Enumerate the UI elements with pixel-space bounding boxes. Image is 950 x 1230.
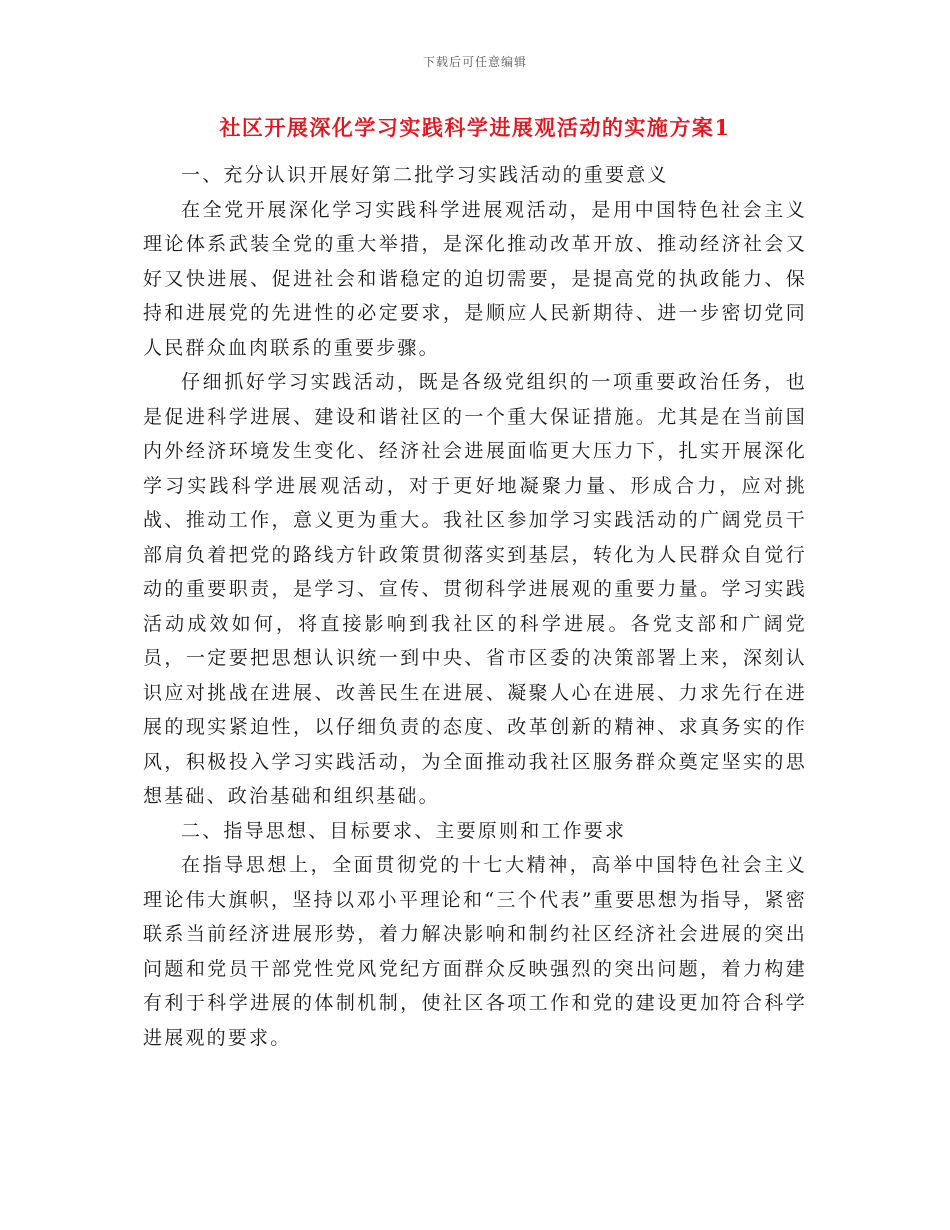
section-heading-1: 一、充分认识开展好第二批学习实践活动的重要意义 xyxy=(181,164,669,186)
header-note: 下载后可任意编辑 xyxy=(422,55,527,69)
body-paragraph: 仔细抓好学习实践活动，既是各级党组织的一项重要政治任务，也是促进科学进展、建设和谐社区的一个重大保证措施。尤其是在当前国内外经济环境发生变化、经济社会进展面临更大压力下，扎实开展深化学习实践科学进展观活动，对于更好地凝聚力量、形成合力，应对挑战、推动工作，意义更为重大。我社区参加学习实践活动的广阔党员干部肩负着把党的路线方针政策贯彻落实到基层，转化为人民群众自觉行动的重要职责，是学习、宣传、贯彻科学进展观的重要力量。学习实践活动成效如何，将直接影响到我社区的科学进展。各党支部和广阔党员，一定要把思想认识统一到中央、省市区委的决策部署上来，深刻认识应对挑战在进展、改善民生在进展、凝聚人心在进展、力求先行在进展的现实紧迫性，以仔细负责的态度、改革创新的精神、求真务实的作风，积极投入学习实践活动，为全面推动我社区服务群众奠定坚实的思想基础、政治基础和组织基础。 xyxy=(143,371,807,807)
document-body xyxy=(143,158,807,1055)
document-title: 社区开展深化学习实践科学进展观活动的实施方案1 xyxy=(219,115,731,140)
body-paragraph: 在全党开展深化学习实践科学进展观活动，是用中国特色社会主义理论体系武装全党的重大举措，是深化推动改革开放、推动经济社会又好又快进展、促进社会和谐稳定的迫切需要，是提高党的执政能力、保持和进展党的先进性的必定要求，是顺应人民新期待、进一步密切党同人民群众血肉联系的重要步骤。 xyxy=(143,198,807,359)
section-heading-2: 二、指导思想、目标要求、主要原则和工作要求 xyxy=(181,819,627,842)
body-paragraph: 在指导思想上，全面贯彻党的十七大精神，高举中国特色社会主义理论伟大旗帜，坚持以邓小平理论和“三个代表”重要思想为指导，紧密联系当前经济进展形势，着力解决影响和制约社区经济社会进展的突出问题和党员干部党性党风党纪方面群众反映强烈的突出问题，着力构建有利于科学进展的体制机制，使社区各项工作和党的建设更加符合科学进展观的要求。 xyxy=(143,854,807,1049)
